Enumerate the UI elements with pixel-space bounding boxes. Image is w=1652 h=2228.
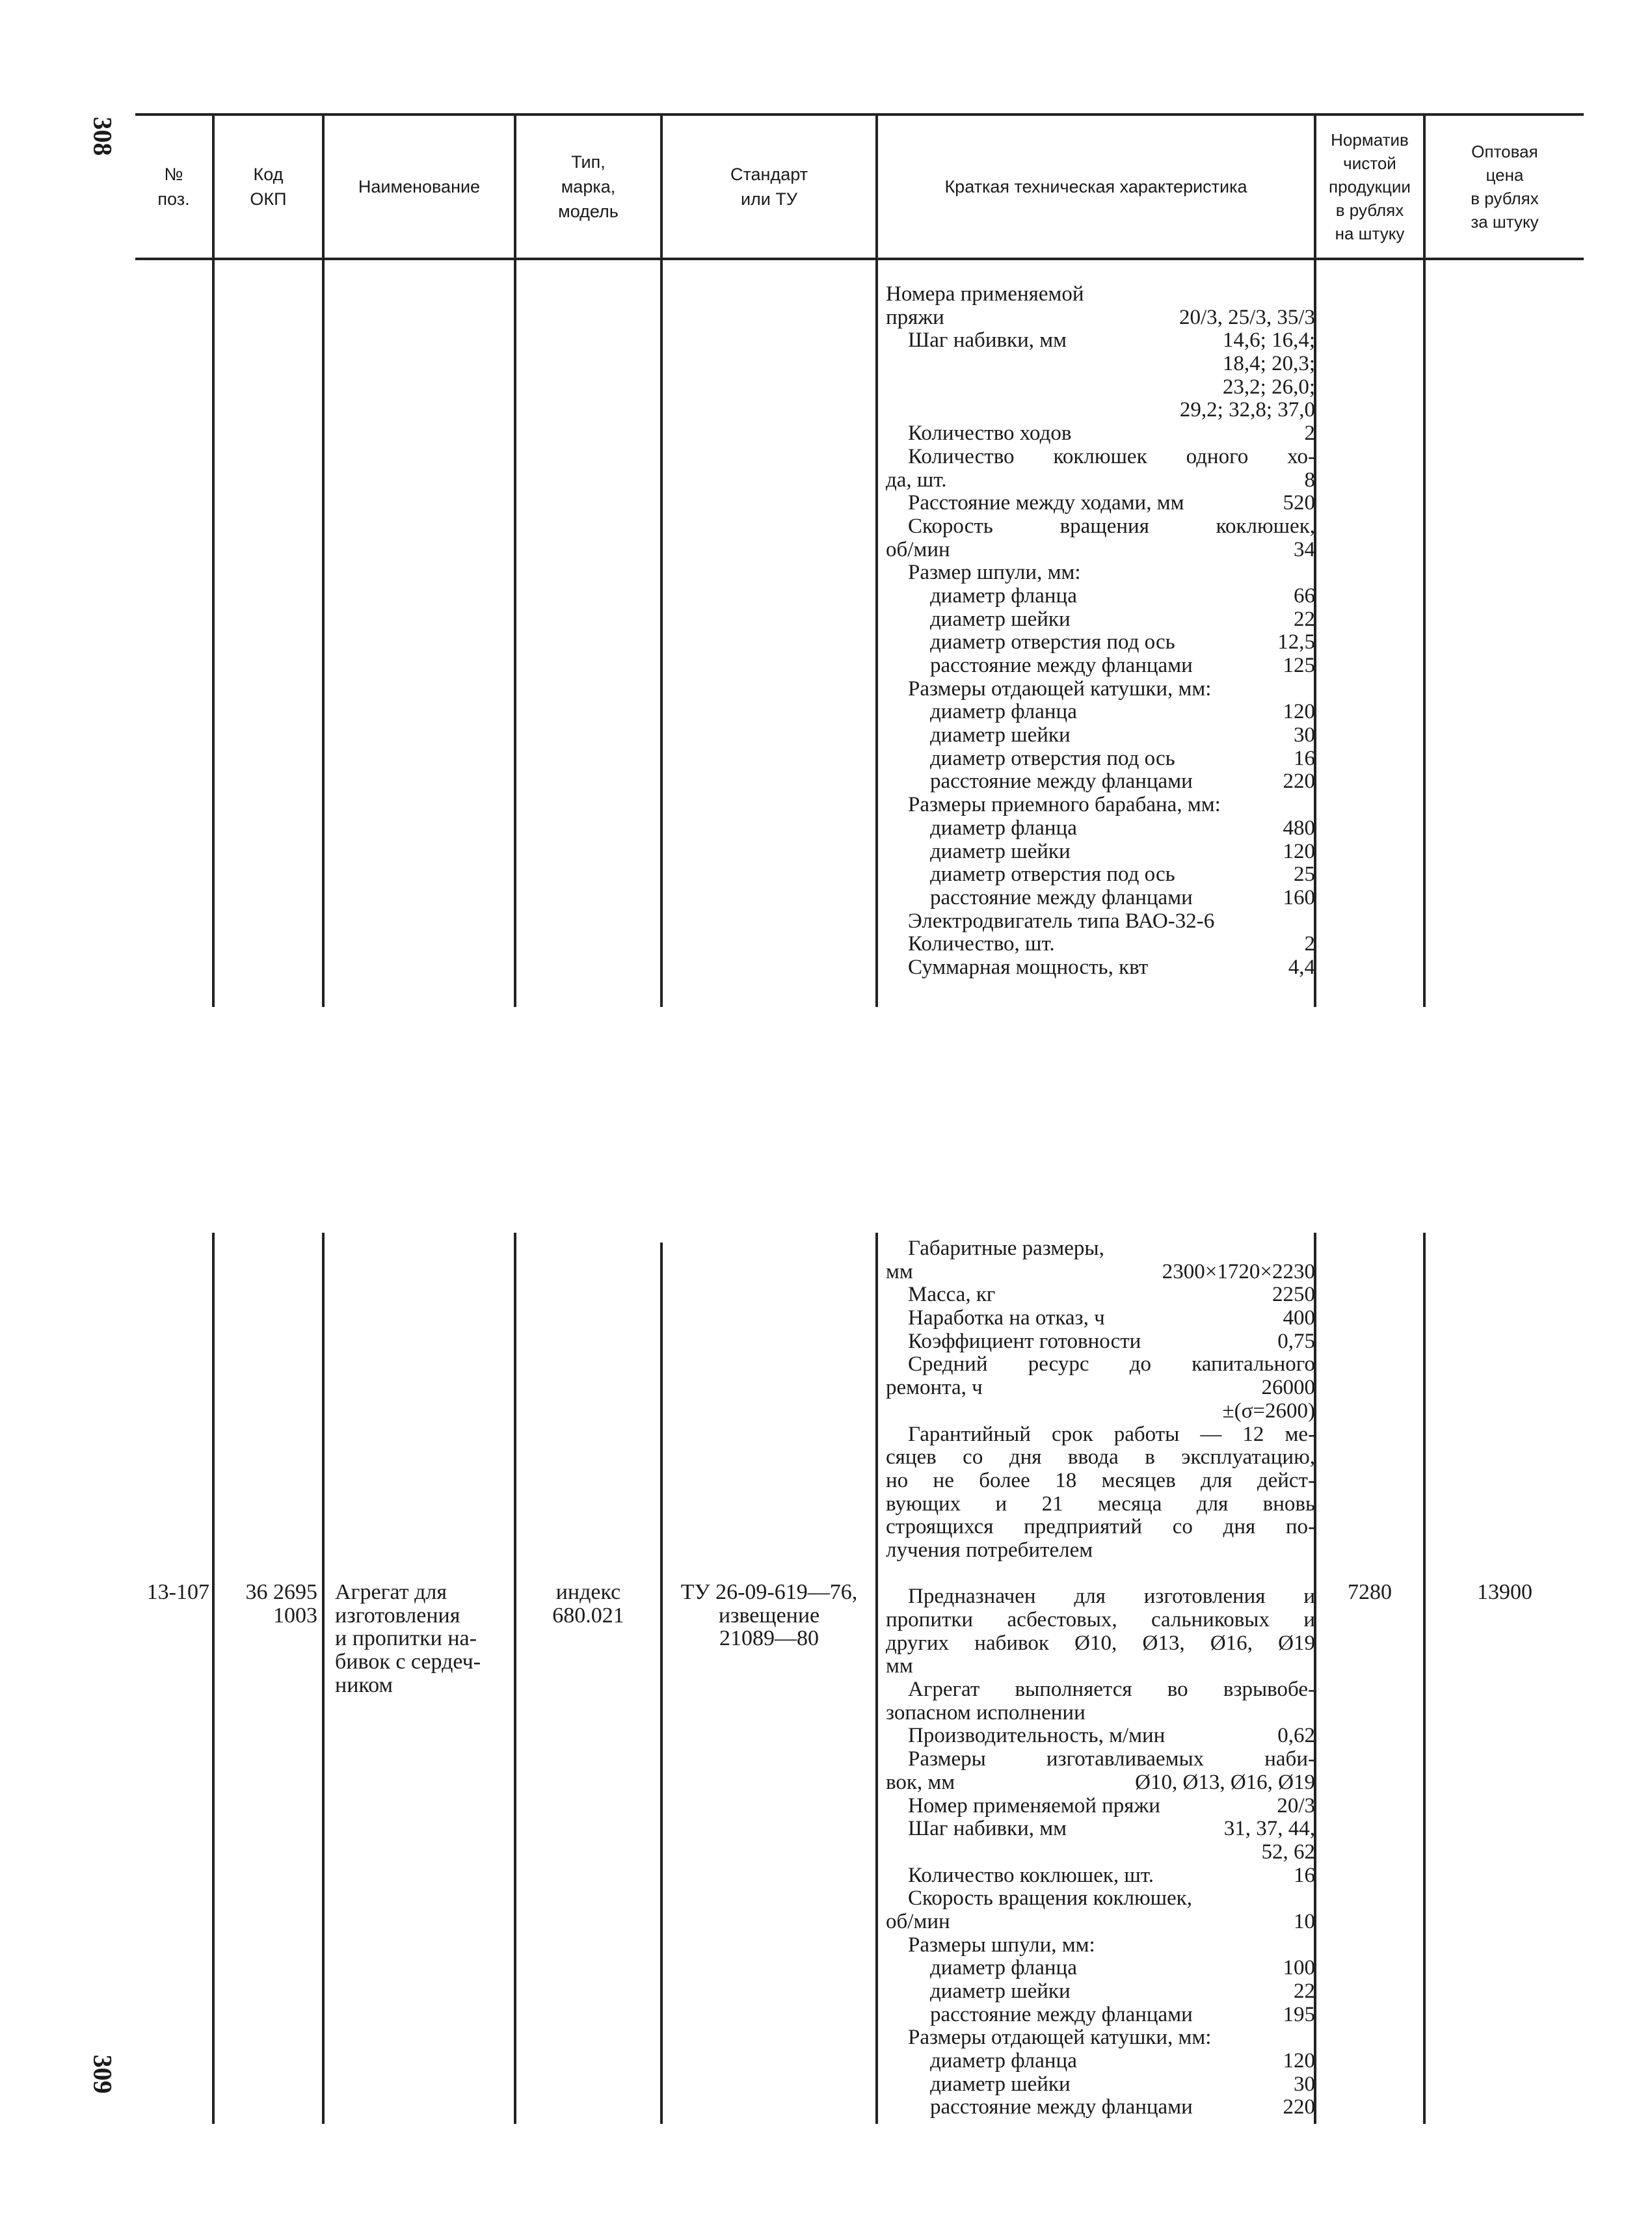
spec-value: 2300×1720×2230 [1162, 1259, 1315, 1283]
spec-value: 18,4; 20,3; [1222, 352, 1315, 376]
spec-line [886, 1446, 1315, 1470]
spec-value: 66 [1294, 584, 1315, 608]
spec-value: 120 [1283, 2049, 1315, 2073]
spec-line [886, 678, 1315, 701]
spec-label: мм [886, 1654, 913, 1678]
spec-label: Скорость вращения коклюшек, [908, 514, 1315, 538]
spec-line [886, 1609, 1315, 1632]
spec-label: диаметр шейки [930, 723, 1071, 747]
header-okp: Код ОКП [250, 165, 287, 209]
spec-value: 125 [1283, 654, 1315, 677]
spec-value: 2 [1304, 932, 1315, 956]
spec-line [886, 306, 1315, 330]
spec-line [886, 1493, 1315, 1516]
spec-line [886, 887, 1315, 910]
spec-value: 22 [1294, 1980, 1315, 2003]
spec-value: 160 [1283, 885, 1315, 909]
spec-line [886, 2073, 1315, 2097]
spec-line [886, 863, 1315, 887]
spec-label: Габаритные размеры, [908, 1237, 1104, 1260]
spec-label: диаметр шейки [930, 2072, 1071, 2096]
spec-label: Количество коклюшек одного хо- [908, 444, 1315, 468]
col-line-lower-5 [875, 1233, 878, 2124]
spec-value: 23,2; 26,0; [1222, 375, 1315, 399]
spec-line [886, 654, 1315, 678]
spec-label: лучения потребителем [886, 1538, 1093, 1562]
spec-label: Агрегат выполняется во взрывобе- [908, 1678, 1315, 1702]
spec-line [886, 1748, 1315, 1771]
spec-label: диаметр отверстия под ось [930, 630, 1175, 654]
spec-value: 52, 62 [1261, 1840, 1315, 1864]
spec-value [886, 1563, 1315, 1586]
spec-value: 31, 37, 44, [1223, 1817, 1315, 1841]
spec-label: но не более 18 месяцев для дейст- [886, 1468, 1315, 1492]
spec-label: Размер шпули, мм: [908, 561, 1081, 585]
spec-line [886, 283, 1315, 306]
spec-label: вок, мм [886, 1770, 955, 1794]
col-line-upper-4 [660, 259, 663, 1007]
spec-line [886, 1330, 1315, 1354]
spec-value [1192, 1887, 1315, 1911]
spec-value: 520 [1283, 491, 1315, 515]
spec-line [886, 794, 1315, 817]
spec-label: об/мин [886, 537, 950, 561]
spec-line [886, 1307, 1315, 1330]
spec-line [886, 933, 1315, 956]
spec-label: диаметр фланца [930, 2049, 1077, 2073]
spec-value: 2250 [1272, 1283, 1315, 1307]
spec-label: Электродвигатель типа ВАО-32-6 [908, 909, 1215, 933]
spec-value: 0,62 [1277, 1724, 1315, 1748]
spec-label: зопасном исполнении [886, 1700, 1086, 1725]
spec-value: 16 [1294, 1863, 1315, 1887]
spec-label: Шаг набивки, мм [908, 329, 1067, 353]
spec-line [886, 1400, 1315, 1423]
spec-line [886, 1283, 1315, 1307]
spec-value: 195 [1283, 2002, 1315, 2026]
col-line-upper-5 [875, 259, 878, 1007]
spec-label: диаметр фланца [930, 584, 1077, 608]
spec-line [886, 724, 1315, 747]
spec-label: Скорость вращения коклюшек, [908, 1886, 1192, 1911]
spec-line [886, 747, 1315, 771]
spec-value: 220 [1283, 2095, 1315, 2119]
col-line-upper-7 [1423, 259, 1426, 1007]
spec-line [886, 1539, 1315, 1563]
spec-value: 34 [1294, 537, 1315, 561]
spec-line [886, 1563, 1315, 1586]
spec-label: мм [886, 1259, 913, 1283]
item-standard: ТУ 26-09-619—76, извещение 21089—80 [680, 1580, 858, 1651]
spec-value [1104, 1237, 1315, 1261]
col-line-lower-7 [1423, 1233, 1426, 2124]
spec-label: Суммарная мощность, квт [908, 955, 1149, 979]
spec-value: 4,4 [1288, 955, 1315, 979]
spec-label: Гарантийный срок работы — 12 ме- [908, 1422, 1315, 1446]
spec-line [886, 1423, 1315, 1447]
spec-value: 25 [1294, 863, 1315, 887]
spec-line [886, 446, 1315, 469]
spec-label: вующих и 21 месяца для вновь [886, 1492, 1315, 1516]
spec-line [886, 817, 1315, 840]
page-number-bottom: 309 [88, 2054, 118, 2094]
col-line-lower-4 [660, 1242, 663, 2124]
header-standard: Стандарт или ТУ [730, 165, 808, 209]
spec-value: 10 [1294, 1909, 1315, 1933]
spec-label: Предназначен для изготовления и [908, 1585, 1315, 1609]
spec-line [886, 539, 1315, 562]
spec-label: расстояние между фланцами [930, 2002, 1193, 2026]
spec-line [886, 956, 1315, 980]
spec-line [886, 1887, 1315, 1911]
spec-label: Средний ресурс до капитального [908, 1352, 1315, 1376]
col-line-upper-2 [322, 259, 325, 1007]
spec-label: Масса, кг [908, 1283, 996, 1307]
spec-line [886, 1632, 1315, 1656]
spec-label: расстояние между фланцами [930, 885, 1193, 909]
spec-line [886, 1818, 1315, 1841]
spec-label: Номер применяемой пряжи [908, 1793, 1160, 1818]
spec-line [886, 1516, 1315, 1539]
spec-block-item [886, 1237, 1315, 2119]
spec-line [886, 2096, 1315, 2119]
item-pos: 13-107 [146, 1580, 209, 1604]
spec-value: 220 [1283, 770, 1315, 794]
header-norm: Норматив чистой продукции в рублях на штуку [1329, 130, 1411, 243]
spec-line [886, 1771, 1315, 1795]
spec-value [1211, 2026, 1315, 2050]
spec-line [886, 422, 1315, 446]
col-line-lower-1 [212, 1233, 215, 2124]
spec-value: 480 [1283, 816, 1315, 840]
spec-line [886, 1980, 1315, 2004]
spec-label: Производительность, м/мин [908, 1724, 1166, 1748]
spec-label: Расстояние между ходами, мм [908, 491, 1184, 515]
spec-line [886, 910, 1315, 933]
spec-line [886, 1261, 1315, 1284]
header-price: Оптовая цена в рублях за штуку [1471, 142, 1539, 232]
spec-value: 14,6; 16,4; [1222, 329, 1315, 353]
spec-line [886, 1678, 1315, 1702]
spec-value: Ø10, Ø13, Ø16, Ø19 [1135, 1770, 1315, 1794]
spec-line [886, 376, 1315, 399]
spec-value [1084, 283, 1315, 306]
spec-value: 120 [1283, 700, 1315, 724]
spec-label: Размеры изготавливаемых наби- [908, 1747, 1315, 1771]
spec-value: 16 [1294, 746, 1315, 770]
spec-value [1214, 910, 1315, 933]
spec-line [886, 515, 1315, 539]
spec-label: Размеры отдающей катушки, мм: [908, 2026, 1212, 2050]
item-name: Агрегат для изготовления и пропитки на- бивок с сердеч- ником [335, 1580, 481, 1697]
spec-value: 29,2; 32,8; 37,0 [1179, 398, 1315, 422]
spec-line [886, 469, 1315, 492]
spec-label: расстояние между фланцами [930, 654, 1193, 677]
spec-label: диаметр шейки [930, 607, 1071, 631]
spec-label: Наработка на отказ, ч [908, 1306, 1105, 1330]
spec-label: да, шт. [886, 468, 947, 492]
spec-value [1211, 678, 1315, 701]
spec-line [886, 840, 1315, 864]
spec-line [886, 1470, 1315, 1493]
spec-line [886, 399, 1315, 422]
spec-line [886, 1237, 1315, 1261]
spec-label: Номера применяемой [886, 282, 1084, 306]
spec-line [886, 585, 1315, 608]
spec-line [886, 1725, 1315, 1748]
spec-value: 120 [1283, 839, 1315, 863]
spec-line [886, 608, 1315, 632]
item-okp: 36 2695 1003 [245, 1580, 317, 1628]
item-norm: 7280 [1348, 1580, 1392, 1604]
spec-line [886, 1911, 1315, 1934]
spec-value: 30 [1294, 723, 1315, 747]
spec-label: Шаг набивки, мм [908, 1817, 1067, 1841]
spec-label: Размеры отдающей катушки, мм: [908, 677, 1212, 701]
spec-label: диаметр отверстия под ось [930, 746, 1175, 770]
spec-label: диаметр фланца [930, 1956, 1077, 1980]
col-line-upper-1 [212, 259, 215, 1007]
header-name: Наименование [358, 177, 481, 196]
spec-line [886, 1655, 1315, 1678]
spec-value: 12,5 [1277, 630, 1315, 654]
spec-line [886, 770, 1315, 794]
spec-line [886, 1795, 1315, 1818]
header-pos: № поз. [157, 165, 190, 209]
spec-value [1093, 1539, 1315, 1563]
spec-label: диаметр шейки [930, 1980, 1071, 2003]
spec-block-continuation [886, 283, 1315, 980]
spec-value: 20/3 [1277, 1793, 1315, 1818]
spec-label: пропитки асбестовых, сальниковых и [886, 1608, 1315, 1631]
spec-value [913, 1655, 1315, 1678]
spec-label: Количество коклюшек, шт. [908, 1863, 1154, 1887]
spec-label: пряжи [886, 305, 944, 329]
spec-label: Коэффициент готовности [908, 1329, 1141, 1353]
spec-value: ±(σ=2600) [1222, 1399, 1315, 1423]
spec-value: 30 [1294, 2072, 1315, 2096]
spec-line [886, 1934, 1315, 1957]
col-line-lower-3 [514, 1233, 516, 2124]
spec-line [886, 329, 1315, 353]
spec-value: 20/3, 25/3, 35/3 [1179, 305, 1315, 329]
spec-label: строящихся предприятий со дня по- [886, 1515, 1315, 1539]
spec-value: 22 [1294, 607, 1315, 631]
spec-line [886, 701, 1315, 724]
spec-line [886, 492, 1315, 515]
spec-line [886, 1702, 1315, 1725]
spec-value: 100 [1283, 1956, 1315, 1980]
header-spec: Краткая техническая характеристика [944, 177, 1247, 196]
col-line-upper-3 [514, 259, 516, 1007]
page-number-top: 308 [88, 116, 118, 156]
spec-label: расстояние между фланцами [930, 770, 1193, 794]
spec-value [1221, 794, 1315, 817]
item-price: 13900 [1477, 1580, 1532, 1604]
spec-label: диаметр отверстия под ось [930, 863, 1175, 887]
spec-label: ремонта, ч [886, 1376, 983, 1400]
spec-value: 400 [1283, 1306, 1315, 1330]
spec-label: расстояние между фланцами [930, 2095, 1193, 2119]
spec-value [1086, 1702, 1315, 1725]
spec-label: Размеры приемного барабана, мм: [908, 793, 1221, 817]
spec-label: диаметр шейки [930, 839, 1071, 863]
spec-label: об/мин [886, 1909, 950, 1933]
spec-line [886, 1957, 1315, 1980]
spec-value: 0,75 [1277, 1329, 1315, 1353]
spec-line [886, 631, 1315, 654]
spec-value: 26000 [1261, 1376, 1315, 1400]
spec-line [886, 561, 1315, 585]
spec-value: 8 [1304, 468, 1315, 492]
spec-label: диаметр фланца [930, 700, 1077, 724]
spec-line [886, 2050, 1315, 2073]
item-type: индекс 680.021 [552, 1580, 624, 1628]
spec-value [1095, 1934, 1315, 1957]
spec-line [886, 1841, 1315, 1864]
header-type: Тип, марка, модель [558, 152, 619, 221]
spec-line [886, 1864, 1315, 1888]
spec-line [886, 353, 1315, 376]
spec-label: Размеры шпули, мм: [908, 1933, 1095, 1957]
spec-line [886, 1353, 1315, 1376]
spec-value [1081, 561, 1315, 585]
spec-label: Количество, шт. [908, 932, 1055, 956]
spec-label: диаметр фланца [930, 816, 1077, 840]
spec-label: других набивок Ø10, Ø13, Ø16, Ø19 [886, 1631, 1315, 1655]
spec-line [886, 1376, 1315, 1400]
spec-line [886, 2026, 1315, 2050]
spec-label: сяцев со дня ввода в эксплуатацию, [886, 1445, 1315, 1470]
spec-label: Количество ходов [908, 422, 1072, 446]
spec-value: 2 [1304, 422, 1315, 446]
spec-line [886, 1585, 1315, 1609]
col-line-lower-2 [322, 1233, 325, 2124]
spec-line [886, 2004, 1315, 2027]
